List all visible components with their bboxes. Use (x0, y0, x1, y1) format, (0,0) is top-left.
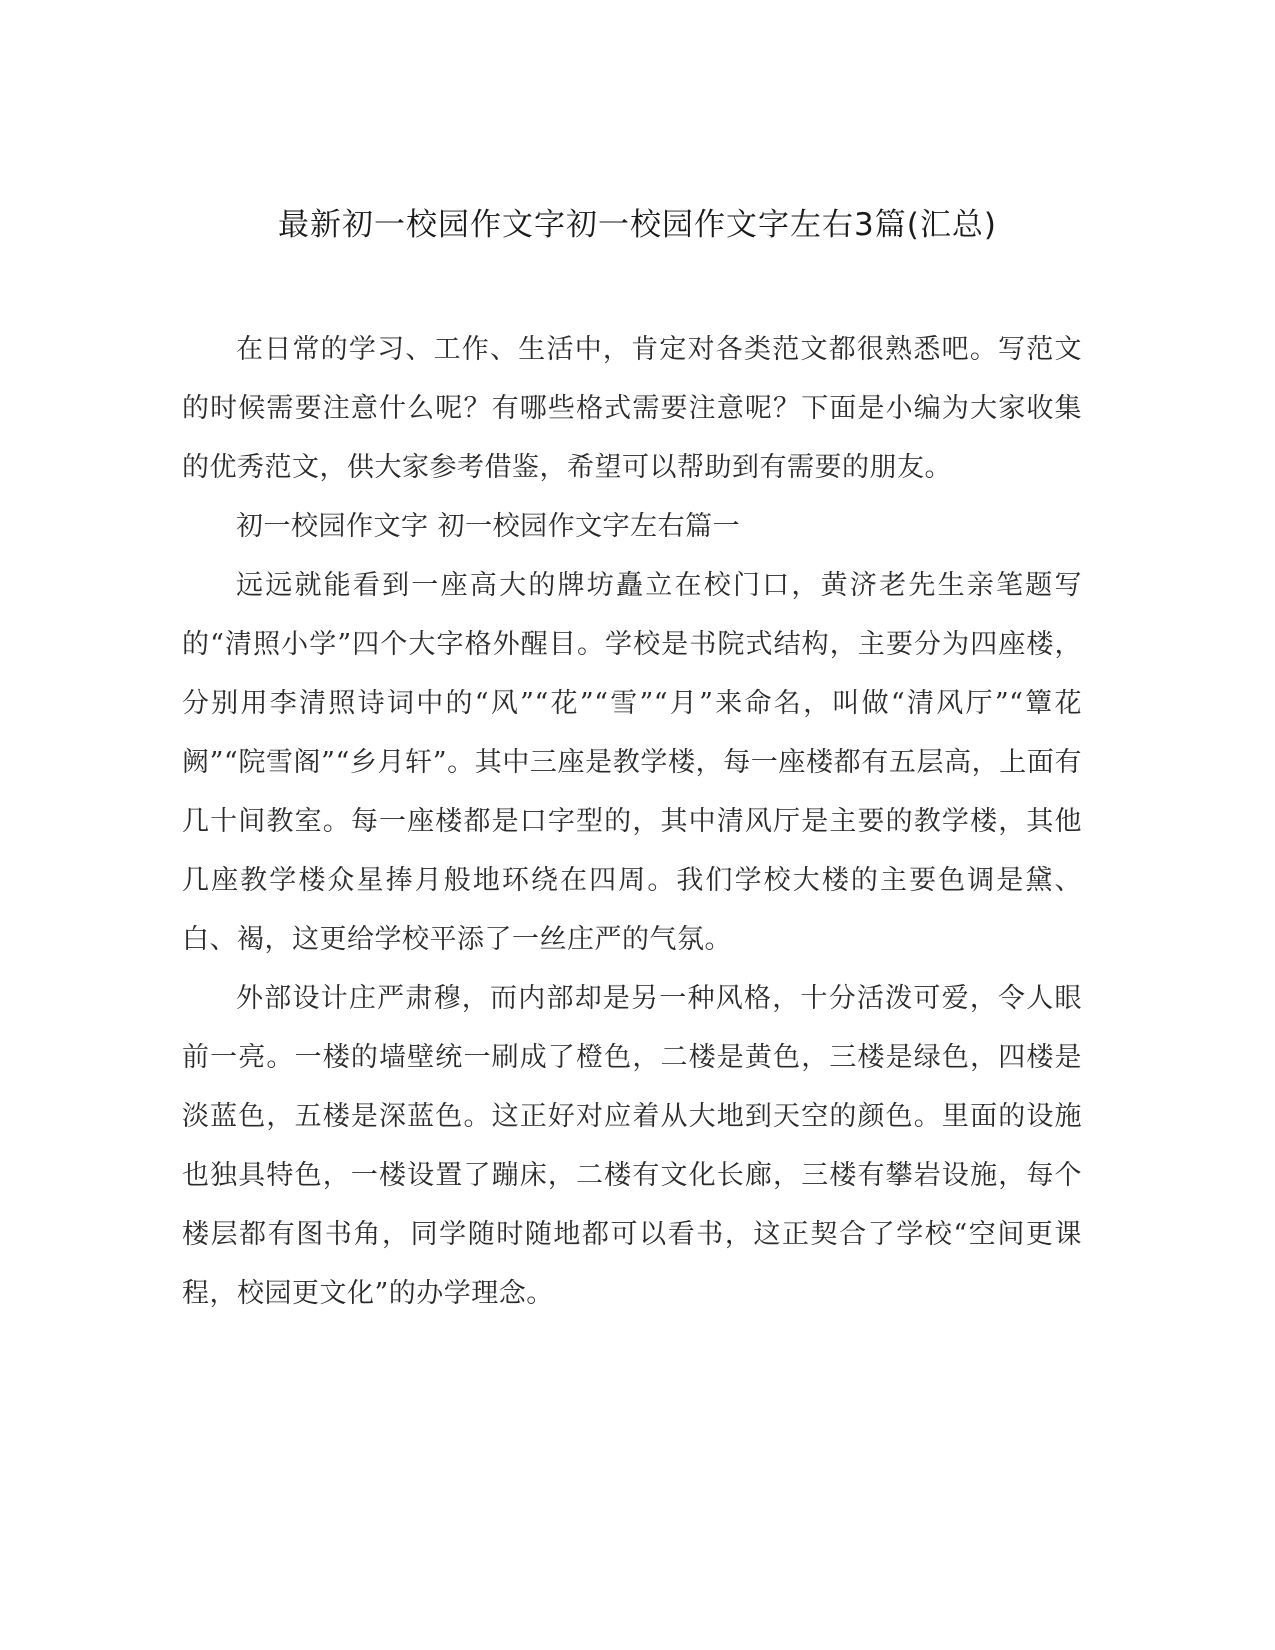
body-paragraph-1: 远远就能看到一座高大的牌坊矗立在校门口，黄济老先生亲笔题写的“清照小学”四个大字格外醒目。学校是书院式结构，主要分为四座楼，分别用李清照诗词中的“风”“花”“雪”“月”来命名，叫做“清风厅”“簟花阙”“院雪阁”“乡月轩”。其中三座是教学楼，每一座楼都有五层高，上面有几十间教室。每一座楼都是口字型的，其中清风厅是主要的教学楼，其他几座教学楼众星捧月般地环绕在四周。我们学校大楼的主要色调是黛、白、褐，这更给学校平添了一丝庄严的气氛。 (182, 570, 1082, 955)
intro-paragraph: 在日常的学习、工作、生活中，肯定对各类范文都很熟悉吧。写范文的时候需要注意什么呢？有哪些格式需要注意呢？下面是小编为大家收集的优秀范文，供大家参考借鉴，希望可以帮助到有需要的朋友。 (182, 334, 1082, 483)
section-heading: 初一校园作文字 初一校园作文字左右篇一 (236, 511, 741, 542)
document-title: 最新初一校园作文字初一校园作文字左右3篇(汇总) (278, 207, 997, 243)
document-body (182, 320, 1082, 1323)
body-paragraph-2: 外部设计庄严肃穆，而内部却是另一种风格，十分活泼可爱，令人眼前一亮。一楼的墙壁统一刷成了橙色，二楼是黄色，三楼是绿色，四楼是淡蓝色，五楼是深蓝色。这正好对应着从大地到天空的颜色。里面的设施也独具特色，一楼设置了蹦床，二楼有文化长廊，三楼有攀岩设施，每个楼层都有图书角，同学随时随地都可以看书，这正契合了学校“空间更课程，校园更文化”的办学理念。 (182, 983, 1082, 1309)
